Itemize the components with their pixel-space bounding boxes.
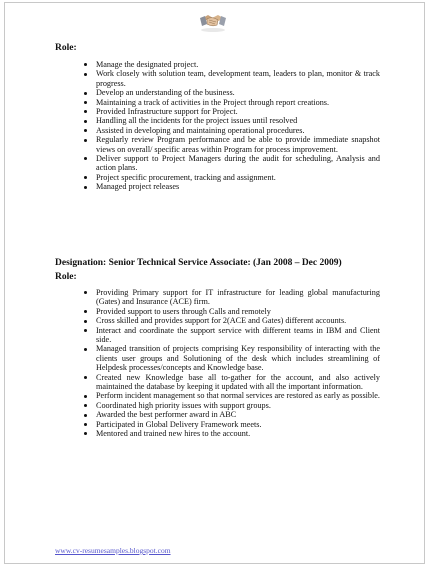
- designation-heading: Designation: Senior Technical Service Associate: (Jan 2008 – Dec 2009): [55, 258, 342, 268]
- list-item: Participated in Global Delivery Framework meets.: [84, 420, 380, 429]
- list-item: Mentored and trained new hires to the account.: [84, 429, 380, 438]
- list-item: Interact and coordinate the support service with different teams in IBM and Client side.: [84, 326, 380, 345]
- list-item: Manage the designated project.: [84, 60, 380, 69]
- list-item: Deliver support to Project Managers during the audit for scheduling, Analysis and action plans.: [84, 154, 380, 173]
- list-item: Work closely with solution team, development team, leaders to plan, monitor & track progress.: [84, 69, 380, 88]
- role-heading: Role:: [55, 272, 77, 282]
- role-heading: Role:: [55, 43, 77, 53]
- list-item: Created new Knowledge base all to-gather for the account, and also actively maintained the database by keeping it updated with all the important information.: [84, 373, 380, 392]
- list-item: Provided Infrastructure support for Project.: [84, 107, 380, 116]
- list-item: Cross skilled and provides support for 2(ACE and Gates) different accounts.: [84, 316, 380, 325]
- role-responsibilities-list: [84, 288, 380, 439]
- list-item: Managed transition of projects comprising Key responsibility of interacting with the clients user groups and Solutioning of the desk which includes streamlining of Helpdesk processes/concepts and Knowledge base.: [84, 344, 380, 372]
- list-item: Managed project releases: [84, 182, 380, 191]
- list-item: Providing Primary support for IT infrastructure for leading global manufacturing (Gates) and Insurance (ACE) firm.: [84, 288, 380, 307]
- list-item: Develop an understanding of the business.: [84, 88, 380, 97]
- footer-website-link[interactable]: www.cv-resumesamples.blogspot.com: [55, 546, 171, 555]
- list-item: Awarded the best performer award in ABC: [84, 410, 380, 419]
- list-item: Provided support to users through Calls and remotely: [84, 307, 380, 316]
- list-item: Assisted in developing and maintaining operational procedures.: [84, 126, 380, 135]
- list-item: Coordinated high priority issues with support groups.: [84, 401, 380, 410]
- list-item: Regularly review Program performance and be able to provide immediate snapshot views on overall/ specific areas within Program for process improvement.: [84, 135, 380, 154]
- list-item: Handling all the incidents for the project issues until resolved: [84, 116, 380, 125]
- role-responsibilities-list: [84, 60, 380, 192]
- handshake-icon: [198, 10, 228, 34]
- list-item: Perform incident management so that normal services are restored as early as possible.: [84, 391, 380, 400]
- list-item: Maintaining a track of activities in the Project through report creations.: [84, 98, 380, 107]
- list-item: Project specific procurement, tracking and assignment.: [84, 173, 380, 182]
